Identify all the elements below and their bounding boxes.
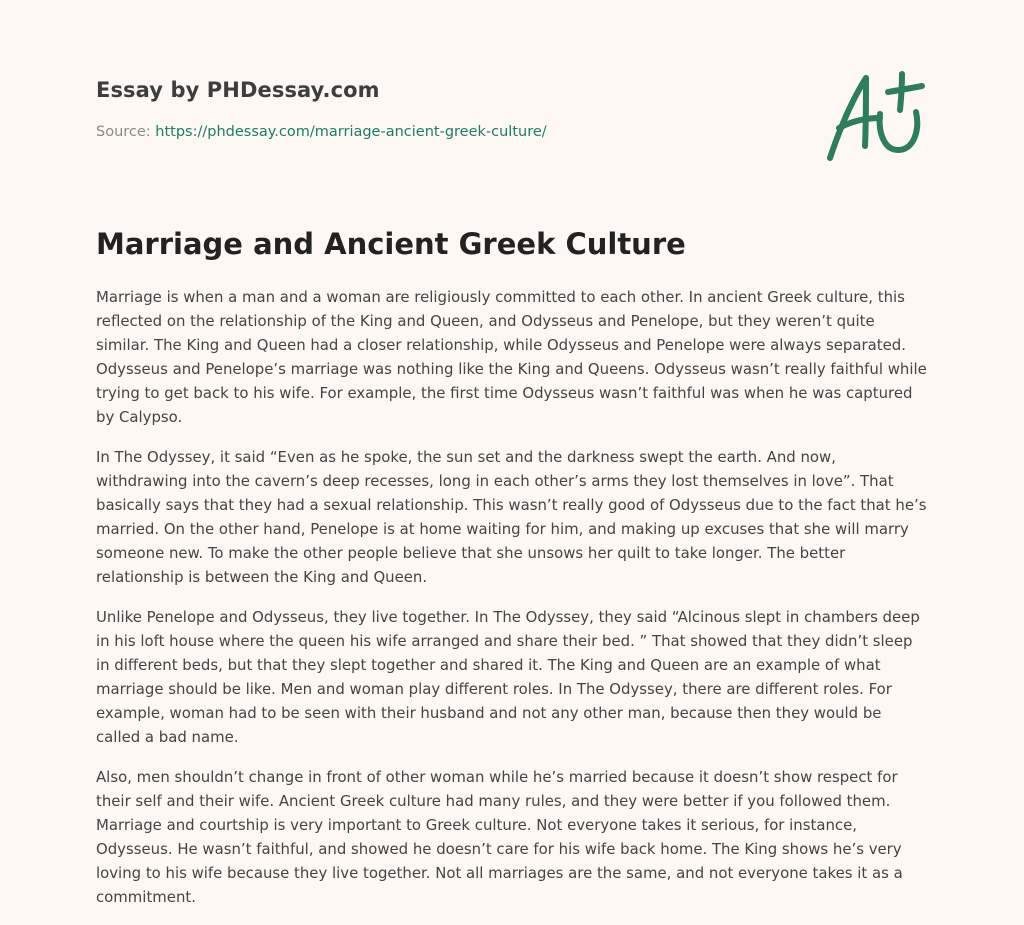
essay-title: Marriage and Ancient Greek Culture	[96, 227, 686, 261]
brand-name: Essay by PHDessay.com	[96, 78, 380, 102]
essay-paragraph: Also, men shouldn’t change in front of other woman while he’s married because it doesn’t show respect for their self and their wife. Ancient Greek culture had many rules, and they were better if you followed them. Marriage and courtship is very important to Greek culture. Not everyone takes it serious, for instance, Odysseus. He wasn’t faithful, and showed he doesn’t care for his wife back home. The King shows he’s very loving to his wife because they live together. Not all marriages are the same, and not everyone takes it as a commitment.	[96, 768, 903, 906]
a-plus-grade-icon	[820, 66, 930, 166]
essay-paragraph: Unlike Penelope and Odysseus, they live together. In The Odyssey, they said “Alcinous slept in chambers deep in his loft house where the queen his wife arranged and share their bed. ” That showed that they didn’t sleep in different beds, but that they slept together and shared it. The King and Queen are an example of what marriage should be like. Men and woman play different roles. In The Odyssey, there are different roles. For example, woman had to be seen with their husband and not any other man, because then they would be called a bad name.	[96, 608, 920, 746]
source-line	[96, 124, 547, 140]
essay-body	[96, 285, 928, 925]
source-label: Source:	[96, 124, 151, 140]
page-header	[96, 76, 796, 140]
source-link[interactable]: https://phdessay.com/marriage-ancient-greek-culture/	[155, 124, 547, 140]
essay-paragraph: Marriage is when a man and a woman are religiously committed to each other. In ancient Greek culture, this reflected on the relationship of the King and Queen, and Odysseus and Penelope, but they weren’t quite similar. The King and Queen had a closer relationship, while Odysseus and Penelope were always separated. Odysseus and Penelope’s marriage was nothing like the King and Queens. Odysseus wasn’t really faithful while trying to get back to his wife. For example, the first time Odysseus wasn’t faithful was when he was captured by Calypso.	[96, 288, 927, 426]
essay-paragraph: In The Odyssey, it said “Even as he spoke, the sun set and the darkness swept the earth. And now, withdrawing into the cavern’s deep recesses, long in each other’s arms they lost themselves in love”. That basically says that they had a sexual relationship. This wasn’t really good of Odysseus due to the fact that he’s married. On the other hand, Penelope is at home waiting for him, and making up excuses that she will marry someone new. To make the other people believe that she unsows her quilt to take longer. The better relationship is between the King and Queen.	[96, 448, 927, 586]
